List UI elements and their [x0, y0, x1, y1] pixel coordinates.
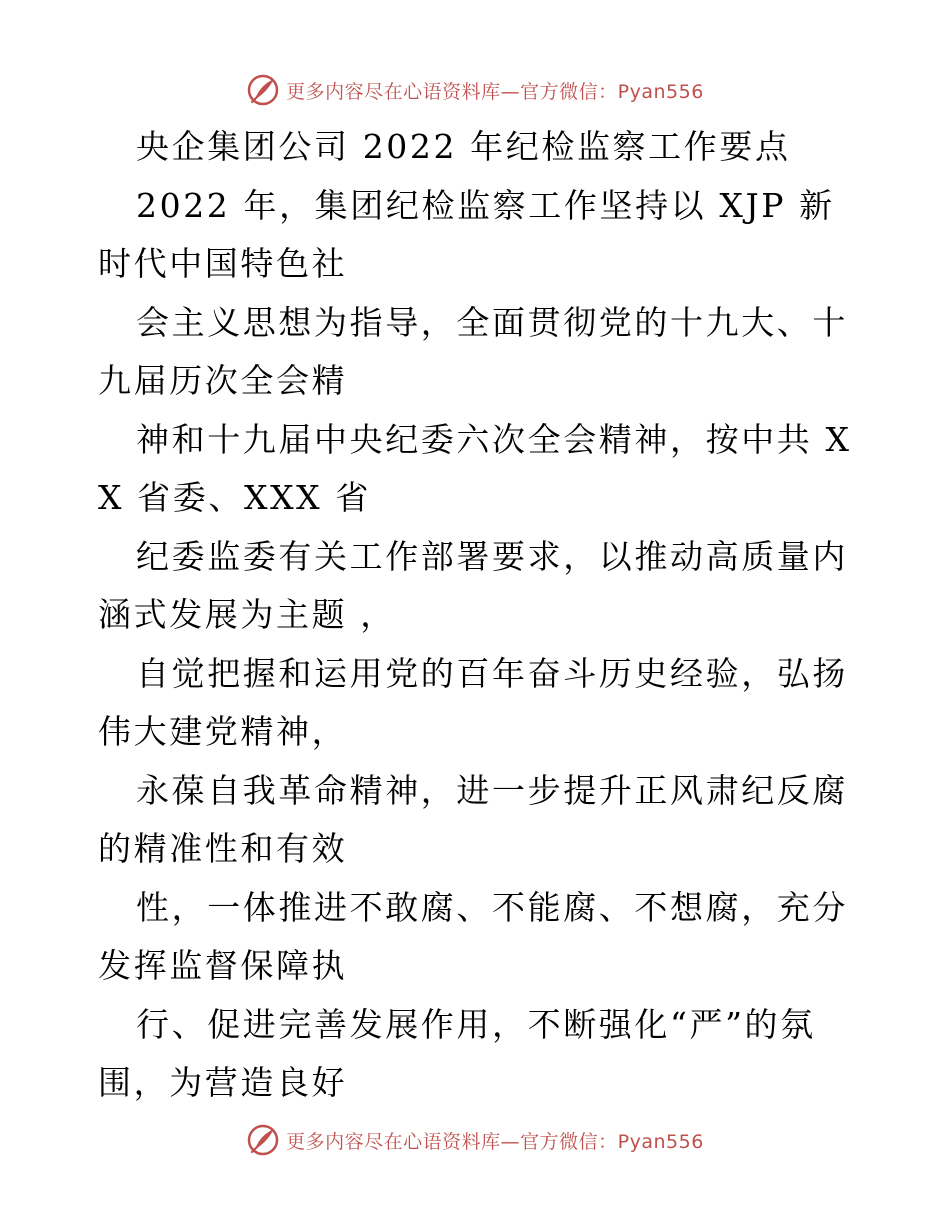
paragraph: 会主义思想为指导，全面贯彻党的十九大、十九届历次全会精: [98, 302, 848, 400]
paragraph: 纪委监委有关工作部署要求，以推动高质量内涵式发展为主题 ，: [98, 536, 848, 634]
paragraph: 永葆自我革命精神，进一步提升正风肃纪反腐的精准性和有效: [98, 770, 848, 868]
feather-logo-icon: [246, 1123, 280, 1157]
paragraph: 自觉把握和运用党的百年奋斗历史经验，弘扬伟大建党精神，: [98, 653, 848, 751]
paragraph: 神和十九届中央纪委六次全会精神，按中共 XX 省委、XXX 省: [98, 419, 852, 517]
paragraph: 行、促进完善发展作用，不断强化“严”的氛围，为营造良好: [98, 1004, 816, 1102]
feather-logo-icon: [246, 73, 280, 107]
watermark-banner-top: [0, 70, 950, 110]
document-title: 央企集团公司 2022 年纪检监察工作要点: [136, 127, 791, 166]
paragraph: 2022 年，集团纪检监察工作坚持以 XJP 新时代中国特色社: [98, 185, 835, 283]
document-body: [98, 118, 858, 1113]
watermark-banner-bottom: [0, 1120, 950, 1160]
watermark-text: 更多内容尽在心语资料库—官方微信：Pyan556: [286, 80, 704, 103]
paragraph: 性，一体推进不敢腐、不能腐、不想腐，充分发挥监督保障执: [98, 887, 848, 985]
watermark-text: 更多内容尽在心语资料库—官方微信：Pyan556: [286, 1130, 704, 1153]
